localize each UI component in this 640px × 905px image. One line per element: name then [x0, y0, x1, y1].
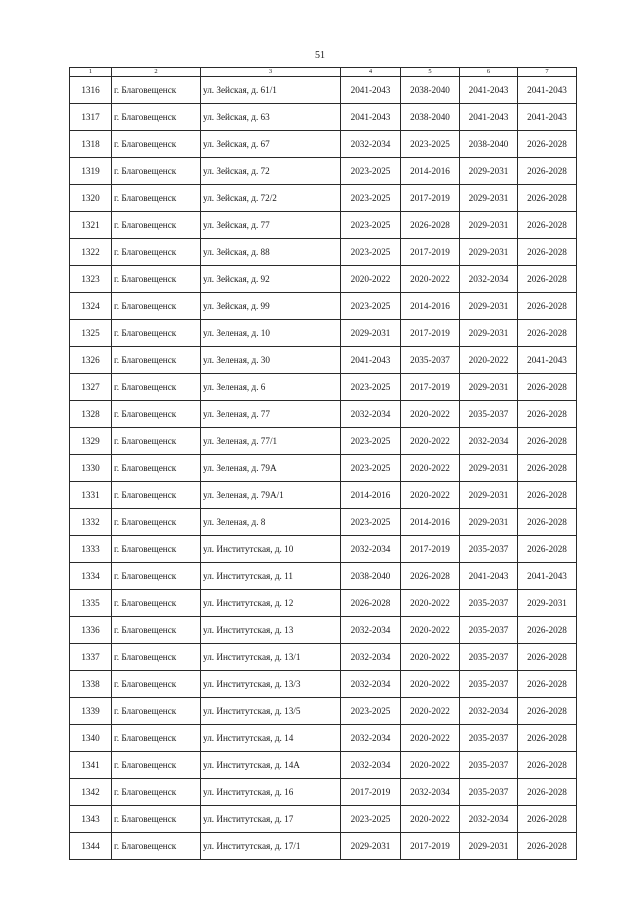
cell-period-5: 2020-2022 [401, 752, 460, 779]
cell-period-5: 2020-2022 [401, 455, 460, 482]
cell-period-6: 2041-2043 [460, 563, 518, 590]
cell-city: г. Благовещенск [112, 644, 201, 671]
column-header-3: 3 [201, 68, 341, 77]
cell-period-7: 2026-2028 [518, 158, 577, 185]
column-header-7: 7 [518, 68, 577, 77]
cell-city: г. Благовещенск [112, 698, 201, 725]
cell-period-4: 2032-2034 [341, 536, 401, 563]
cell-city: г. Благовещенск [112, 509, 201, 536]
cell-number: 1335 [70, 590, 112, 617]
cell-city: г. Благовещенск [112, 806, 201, 833]
cell-city: г. Благовещенск [112, 617, 201, 644]
cell-period-5: 2020-2022 [401, 482, 460, 509]
cell-city: г. Благовещенск [112, 590, 201, 617]
cell-period-5: 2035-2037 [401, 347, 460, 374]
cell-period-7: 2041-2043 [518, 347, 577, 374]
cell-number: 1340 [70, 725, 112, 752]
cell-period-6: 2020-2022 [460, 347, 518, 374]
table-row [70, 212, 577, 239]
cell-address: ул. Зейская, д. 77 [201, 212, 341, 239]
cell-number: 1343 [70, 806, 112, 833]
cell-period-4: 2023-2025 [341, 698, 401, 725]
cell-period-6: 2035-2037 [460, 401, 518, 428]
cell-city: г. Благовещенск [112, 239, 201, 266]
cell-city: г. Благовещенск [112, 779, 201, 806]
cell-number: 1338 [70, 671, 112, 698]
cell-city: г. Благовещенск [112, 455, 201, 482]
cell-period-7: 2026-2028 [518, 725, 577, 752]
cell-period-7: 2029-2031 [518, 590, 577, 617]
table-row [70, 671, 577, 698]
table-row [70, 482, 577, 509]
table-row [70, 158, 577, 185]
cell-period-6: 2032-2034 [460, 698, 518, 725]
cell-period-7: 2026-2028 [518, 320, 577, 347]
cell-period-4: 2029-2031 [341, 320, 401, 347]
cell-period-4: 2032-2034 [341, 401, 401, 428]
cell-period-4: 2023-2025 [341, 428, 401, 455]
cell-address: ул. Институтская, д. 11 [201, 563, 341, 590]
cell-period-6: 2029-2031 [460, 509, 518, 536]
cell-period-5: 2017-2019 [401, 320, 460, 347]
cell-period-4: 2032-2034 [341, 131, 401, 158]
cell-period-5: 2014-2016 [401, 158, 460, 185]
cell-period-5: 2020-2022 [401, 806, 460, 833]
cell-number: 1336 [70, 617, 112, 644]
cell-address: ул. Институтская, д. 13 [201, 617, 341, 644]
cell-number: 1325 [70, 320, 112, 347]
cell-period-5: 2020-2022 [401, 644, 460, 671]
cell-period-4: 2023-2025 [341, 455, 401, 482]
cell-address: ул. Зеленая, д. 79А [201, 455, 341, 482]
cell-period-5: 2020-2022 [401, 266, 460, 293]
cell-period-5: 2026-2028 [401, 563, 460, 590]
cell-period-5: 2020-2022 [401, 590, 460, 617]
cell-address: ул. Зеленая, д. 8 [201, 509, 341, 536]
cell-number: 1319 [70, 158, 112, 185]
cell-number: 1327 [70, 374, 112, 401]
cell-city: г. Благовещенск [112, 563, 201, 590]
cell-address: ул. Институтская, д. 16 [201, 779, 341, 806]
cell-period-5: 2014-2016 [401, 293, 460, 320]
column-header-5: 5 [401, 68, 460, 77]
cell-period-5: 2038-2040 [401, 104, 460, 131]
cell-address: ул. Зеленая, д. 6 [201, 374, 341, 401]
cell-period-4: 2023-2025 [341, 158, 401, 185]
cell-city: г. Благовещенск [112, 347, 201, 374]
cell-period-7: 2026-2028 [518, 752, 577, 779]
cell-number: 1318 [70, 131, 112, 158]
table-row [70, 509, 577, 536]
cell-period-6: 2035-2037 [460, 536, 518, 563]
cell-period-6: 2035-2037 [460, 671, 518, 698]
cell-number: 1326 [70, 347, 112, 374]
cell-address: ул. Зейская, д. 72 [201, 158, 341, 185]
cell-number: 1337 [70, 644, 112, 671]
table-row [70, 590, 577, 617]
cell-period-5: 2020-2022 [401, 725, 460, 752]
cell-address: ул. Зейская, д. 61/1 [201, 77, 341, 104]
cell-period-7: 2026-2028 [518, 698, 577, 725]
cell-period-4: 2041-2043 [341, 77, 401, 104]
table-row [70, 563, 577, 590]
cell-period-6: 2029-2031 [460, 482, 518, 509]
cell-number: 1331 [70, 482, 112, 509]
table-row [70, 131, 577, 158]
table-header-row [70, 68, 577, 77]
cell-address: ул. Институтская, д. 13/1 [201, 644, 341, 671]
cell-address: ул. Зеленая, д. 77 [201, 401, 341, 428]
cell-address: ул. Зеленая, д. 77/1 [201, 428, 341, 455]
cell-period-5: 2017-2019 [401, 536, 460, 563]
cell-period-6: 2032-2034 [460, 266, 518, 293]
cell-period-7: 2026-2028 [518, 617, 577, 644]
page-number: 51 [315, 50, 325, 61]
column-header-4: 4 [341, 68, 401, 77]
cell-city: г. Благовещенск [112, 833, 201, 860]
cell-period-6: 2029-2031 [460, 212, 518, 239]
data-table [69, 67, 577, 860]
table-row [70, 806, 577, 833]
cell-address: ул. Зейская, д. 72/2 [201, 185, 341, 212]
cell-address: ул. Зеленая, д. 10 [201, 320, 341, 347]
cell-address: ул. Институтская, д. 12 [201, 590, 341, 617]
cell-period-7: 2026-2028 [518, 455, 577, 482]
cell-period-6: 2035-2037 [460, 725, 518, 752]
cell-number: 1328 [70, 401, 112, 428]
cell-period-4: 2023-2025 [341, 374, 401, 401]
cell-period-7: 2026-2028 [518, 833, 577, 860]
cell-period-7: 2041-2043 [518, 563, 577, 590]
cell-period-4: 2014-2016 [341, 482, 401, 509]
cell-period-5: 2017-2019 [401, 185, 460, 212]
cell-city: г. Благовещенск [112, 104, 201, 131]
cell-city: г. Благовещенск [112, 374, 201, 401]
table-row [70, 455, 577, 482]
cell-address: ул. Институтская, д. 14А [201, 752, 341, 779]
cell-city: г. Благовещенск [112, 266, 201, 293]
cell-period-7: 2026-2028 [518, 185, 577, 212]
cell-period-4: 2023-2025 [341, 509, 401, 536]
cell-period-7: 2026-2028 [518, 428, 577, 455]
cell-address: ул. Институтская, д. 10 [201, 536, 341, 563]
cell-address: ул. Зейская, д. 63 [201, 104, 341, 131]
cell-period-6: 2035-2037 [460, 590, 518, 617]
cell-period-4: 2032-2034 [341, 671, 401, 698]
cell-period-6: 2038-2040 [460, 131, 518, 158]
cell-address: ул. Зейская, д. 92 [201, 266, 341, 293]
cell-period-7: 2026-2028 [518, 536, 577, 563]
table-row [70, 104, 577, 131]
cell-period-7: 2026-2028 [518, 779, 577, 806]
cell-address: ул. Институтская, д. 17/1 [201, 833, 341, 860]
cell-period-4: 2032-2034 [341, 644, 401, 671]
table-row [70, 239, 577, 266]
cell-period-5: 2032-2034 [401, 779, 460, 806]
cell-number: 1320 [70, 185, 112, 212]
cell-period-7: 2026-2028 [518, 671, 577, 698]
table-row [70, 536, 577, 563]
cell-number: 1344 [70, 833, 112, 860]
cell-number: 1316 [70, 77, 112, 104]
cell-city: г. Благовещенск [112, 536, 201, 563]
cell-period-4: 2023-2025 [341, 212, 401, 239]
table-row [70, 374, 577, 401]
cell-number: 1342 [70, 779, 112, 806]
cell-period-6: 2035-2037 [460, 644, 518, 671]
cell-period-6: 2032-2034 [460, 428, 518, 455]
cell-period-5: 2020-2022 [401, 401, 460, 428]
table-row [70, 833, 577, 860]
cell-period-6: 2035-2037 [460, 752, 518, 779]
cell-number: 1317 [70, 104, 112, 131]
cell-city: г. Благовещенск [112, 293, 201, 320]
cell-period-7: 2026-2028 [518, 212, 577, 239]
cell-address: ул. Зеленая, д. 30 [201, 347, 341, 374]
table-row [70, 644, 577, 671]
cell-period-7: 2041-2043 [518, 104, 577, 131]
table-row [70, 779, 577, 806]
cell-period-5: 2023-2025 [401, 131, 460, 158]
cell-period-4: 2032-2034 [341, 752, 401, 779]
cell-period-6: 2041-2043 [460, 104, 518, 131]
cell-period-5: 2017-2019 [401, 833, 460, 860]
cell-city: г. Благовещенск [112, 212, 201, 239]
cell-period-7: 2026-2028 [518, 806, 577, 833]
cell-address: ул. Институтская, д. 13/5 [201, 698, 341, 725]
cell-city: г. Благовещенск [112, 725, 201, 752]
cell-period-4: 2017-2019 [341, 779, 401, 806]
cell-address: ул. Зейская, д. 99 [201, 293, 341, 320]
cell-period-7: 2026-2028 [518, 131, 577, 158]
cell-period-4: 2023-2025 [341, 293, 401, 320]
cell-period-6: 2029-2031 [460, 374, 518, 401]
cell-period-7: 2041-2043 [518, 77, 577, 104]
cell-period-6: 2029-2031 [460, 833, 518, 860]
cell-period-7: 2026-2028 [518, 644, 577, 671]
cell-city: г. Благовещенск [112, 77, 201, 104]
table-row [70, 320, 577, 347]
cell-period-4: 2026-2028 [341, 590, 401, 617]
cell-address: ул. Зейская, д. 67 [201, 131, 341, 158]
cell-period-5: 2020-2022 [401, 617, 460, 644]
cell-period-4: 2023-2025 [341, 806, 401, 833]
cell-period-4: 2032-2034 [341, 617, 401, 644]
cell-address: ул. Зеленая, д. 79А/1 [201, 482, 341, 509]
cell-period-6: 2041-2043 [460, 77, 518, 104]
cell-city: г. Благовещенск [112, 131, 201, 158]
cell-period-7: 2026-2028 [518, 266, 577, 293]
column-header-2: 2 [112, 68, 201, 77]
cell-number: 1341 [70, 752, 112, 779]
cell-period-5: 2020-2022 [401, 428, 460, 455]
cell-city: г. Благовещенск [112, 401, 201, 428]
cell-period-5: 2017-2019 [401, 374, 460, 401]
cell-address: ул. Институтская, д. 13/3 [201, 671, 341, 698]
cell-period-6: 2029-2031 [460, 320, 518, 347]
table-row [70, 77, 577, 104]
cell-number: 1333 [70, 536, 112, 563]
cell-period-6: 2035-2037 [460, 617, 518, 644]
cell-period-4: 2023-2025 [341, 239, 401, 266]
table-row [70, 617, 577, 644]
cell-number: 1334 [70, 563, 112, 590]
cell-period-4: 2020-2022 [341, 266, 401, 293]
cell-number: 1321 [70, 212, 112, 239]
cell-period-5: 2014-2016 [401, 509, 460, 536]
cell-period-5: 2038-2040 [401, 77, 460, 104]
cell-number: 1330 [70, 455, 112, 482]
table-row [70, 428, 577, 455]
cell-period-4: 2041-2043 [341, 347, 401, 374]
cell-number: 1332 [70, 509, 112, 536]
cell-period-6: 2029-2031 [460, 239, 518, 266]
cell-period-6: 2029-2031 [460, 185, 518, 212]
cell-period-7: 2026-2028 [518, 239, 577, 266]
cell-city: г. Благовещенск [112, 482, 201, 509]
table-row [70, 698, 577, 725]
cell-period-7: 2026-2028 [518, 293, 577, 320]
cell-period-7: 2026-2028 [518, 374, 577, 401]
cell-city: г. Благовещенск [112, 671, 201, 698]
column-header-1: 1 [70, 68, 112, 77]
table-row [70, 347, 577, 374]
cell-period-5: 2026-2028 [401, 212, 460, 239]
cell-period-5: 2020-2022 [401, 671, 460, 698]
cell-period-5: 2020-2022 [401, 698, 460, 725]
cell-number: 1339 [70, 698, 112, 725]
cell-period-6: 2029-2031 [460, 455, 518, 482]
table-body [70, 68, 577, 860]
cell-period-6: 2032-2034 [460, 806, 518, 833]
cell-number: 1329 [70, 428, 112, 455]
cell-period-7: 2026-2028 [518, 401, 577, 428]
table-row [70, 752, 577, 779]
cell-period-4: 2032-2034 [341, 725, 401, 752]
cell-city: г. Благовещенск [112, 752, 201, 779]
table-row [70, 293, 577, 320]
cell-city: г. Благовещенск [112, 158, 201, 185]
cell-period-4: 2041-2043 [341, 104, 401, 131]
cell-period-7: 2026-2028 [518, 482, 577, 509]
cell-period-4: 2038-2040 [341, 563, 401, 590]
cell-address: ул. Институтская, д. 14 [201, 725, 341, 752]
cell-period-6: 2029-2031 [460, 158, 518, 185]
column-header-6: 6 [460, 68, 518, 77]
cell-number: 1324 [70, 293, 112, 320]
table-row [70, 185, 577, 212]
table-row [70, 725, 577, 752]
cell-address: ул. Зейская, д. 88 [201, 239, 341, 266]
cell-period-4: 2029-2031 [341, 833, 401, 860]
cell-number: 1323 [70, 266, 112, 293]
cell-number: 1322 [70, 239, 112, 266]
cell-city: г. Благовещенск [112, 320, 201, 347]
cell-address: ул. Институтская, д. 17 [201, 806, 341, 833]
cell-period-5: 2017-2019 [401, 239, 460, 266]
cell-city: г. Благовещенск [112, 185, 201, 212]
table-row [70, 266, 577, 293]
cell-period-4: 2023-2025 [341, 185, 401, 212]
cell-period-7: 2026-2028 [518, 509, 577, 536]
table-row [70, 401, 577, 428]
cell-city: г. Благовещенск [112, 428, 201, 455]
cell-period-6: 2029-2031 [460, 293, 518, 320]
cell-period-6: 2035-2037 [460, 779, 518, 806]
